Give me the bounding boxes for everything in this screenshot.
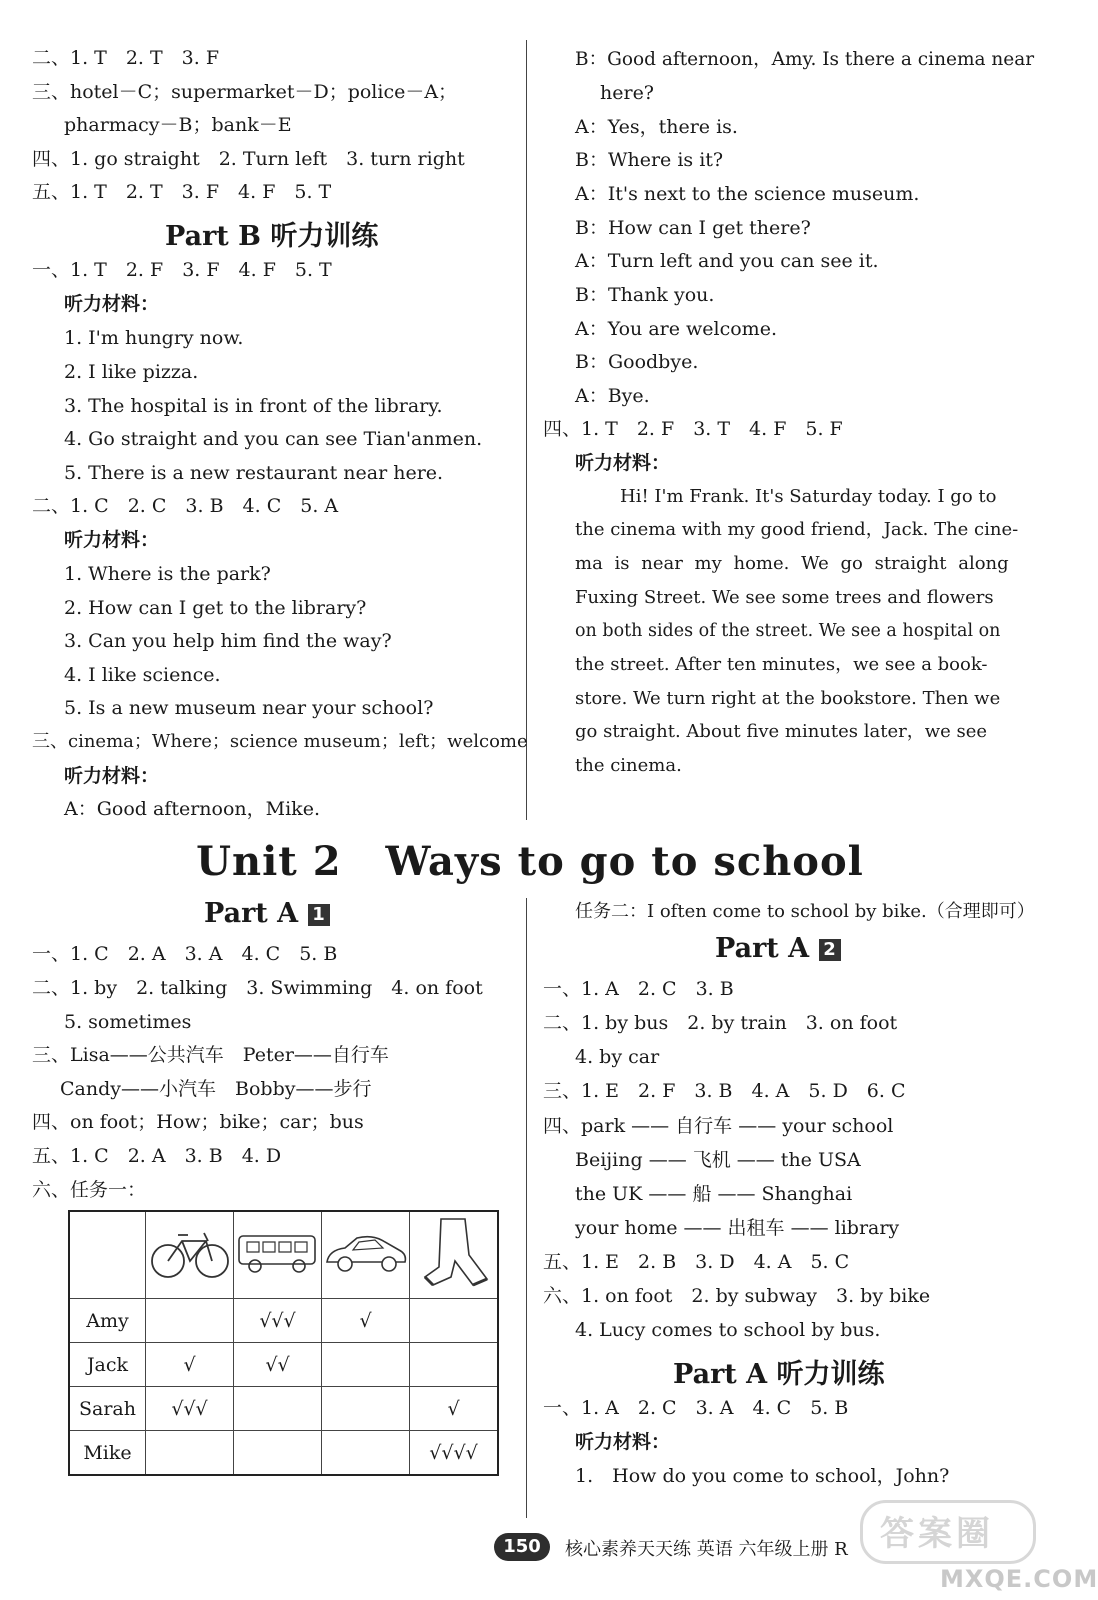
script-line: A：Good afternoon，Mike. xyxy=(64,798,320,820)
check-cell xyxy=(146,1299,234,1343)
answer-line: 二、1. T 2. T 3. F xyxy=(32,47,220,69)
answer-line: the UK —— 船 —— Shanghai xyxy=(575,1183,853,1205)
check-cell: √ xyxy=(410,1387,499,1431)
answer-line: 二、1. by bus 2. by train 3. on foot xyxy=(543,1012,898,1034)
student-name: Sarah xyxy=(69,1387,146,1431)
table-corner-cell xyxy=(69,1211,146,1299)
answer-line: pharmacy－B；bank－E xyxy=(64,114,292,136)
section-title-partA-listening: Part A 听力训练 xyxy=(673,1359,885,1390)
script-line: A：Turn left and you can see it. xyxy=(575,250,879,272)
script-line: 1. I'm hungry now. xyxy=(64,327,244,349)
script-line: 3. Can you help him find the way? xyxy=(64,630,392,652)
page-number: 150 xyxy=(494,1533,550,1561)
answer-line: 三、hotel－C；supermarket－D；police－A； xyxy=(32,81,458,103)
check-cell xyxy=(234,1387,322,1431)
section-title-partA2 xyxy=(715,933,841,964)
script-line: B：Goodbye. xyxy=(575,351,699,373)
passage-line: the cinema. xyxy=(575,755,682,776)
table-row xyxy=(69,1343,498,1387)
unit-title: Ways to go to school xyxy=(385,838,864,885)
script-line: 2. I like pizza. xyxy=(64,361,199,383)
table-row xyxy=(69,1431,498,1476)
answer-line: 四、1. T 2. F 3. T 4. F 5. F xyxy=(543,418,843,440)
script-line: A：Bye. xyxy=(575,385,650,407)
transport-survey-table xyxy=(68,1210,499,1476)
answer-line: 四、park —— 自行车 —— your school xyxy=(543,1115,894,1137)
answer-line: 三、cinema；Where；science museum；left；welcome xyxy=(32,731,528,752)
script-line: here? xyxy=(600,82,654,104)
section-number-badge: 2 xyxy=(819,939,841,961)
check-cell xyxy=(410,1343,499,1387)
answer-line: 六、1. on foot 2. by subway 3. by bike xyxy=(543,1285,931,1307)
answer-line: 一、1. T 2. F 3. F 4. F 5. T xyxy=(32,259,332,281)
watermark-logo-text: 答案圈 xyxy=(880,1514,994,1554)
answer-line: 一、1. A 2. C 3. B xyxy=(543,978,734,1000)
answer-line: 一、1. A 2. C 3. A 4. C 5. B xyxy=(543,1397,849,1419)
student-name: Jack xyxy=(69,1343,146,1387)
answer-line: 六、任务一： xyxy=(32,1179,147,1201)
answer-line: 五、1. C 2. A 3. B 4. D xyxy=(32,1145,282,1167)
section-title-partB: Part B 听力训练 xyxy=(165,221,379,252)
check-cell xyxy=(322,1343,410,1387)
passage-line: ma is near my home. We go straight along xyxy=(575,553,1009,574)
answer-line: 五、1. E 2. B 3. D 4. A 5. C xyxy=(543,1251,850,1273)
answer-line: 三、Lisa——公共汽车 Peter——自行车 xyxy=(32,1044,389,1066)
script-line: 1. How do you come to school，John? xyxy=(575,1465,950,1487)
listening-label: 听力材料： xyxy=(64,765,160,787)
check-cell: √ xyxy=(322,1299,410,1343)
passage-line: on both sides of the street. We see a hospital on xyxy=(575,621,1001,641)
check-cell xyxy=(410,1299,499,1343)
script-line: 4. I like science. xyxy=(64,664,221,686)
script-line: 3. The hospital is in front of the library. xyxy=(64,395,443,417)
script-line: 5. Is a new museum near your school? xyxy=(64,697,434,719)
check-cell xyxy=(146,1431,234,1476)
passage-line: the cinema with my good friend，Jack. The cine- xyxy=(575,519,1019,540)
section-title-partA1 xyxy=(204,898,330,929)
section-title-text: Part A xyxy=(715,933,810,964)
answer-line: 一、1. C 2. A 3. A 4. C 5. B xyxy=(32,943,338,965)
table-row xyxy=(69,1387,498,1431)
table-row xyxy=(69,1299,498,1343)
car-icon xyxy=(322,1211,410,1299)
passage-line: the street. After ten minutes，we see a book- xyxy=(575,654,988,675)
section-number-badge: 1 xyxy=(308,904,330,926)
answer-line: Candy——小汽车 Bobby——步行 xyxy=(60,1078,372,1100)
listening-label: 听力材料： xyxy=(64,293,160,315)
table-header-row xyxy=(69,1211,498,1299)
script-line: A：You are welcome. xyxy=(575,318,777,340)
student-name: Mike xyxy=(69,1431,146,1476)
answer-line: 任务二：I often come to school by bike.（合理即可） xyxy=(575,901,1035,922)
answer-line: Beijing —— 飞机 —— the USA xyxy=(575,1149,861,1171)
answer-line: 4. by car xyxy=(575,1046,660,1068)
script-line: 5. There is a new restaurant near here. xyxy=(64,462,444,484)
watermark-text: MXQE.COM xyxy=(940,1565,1098,1593)
script-line: B：Thank you. xyxy=(575,284,715,306)
listening-label: 听力材料： xyxy=(575,452,671,474)
answer-line: your home —— 出租车 —— library xyxy=(575,1217,900,1239)
answer-line: 三、1. E 2. F 3. B 4. A 5. D 6. C xyxy=(543,1080,906,1102)
script-line: A：Yes，there is. xyxy=(575,116,738,138)
column-divider-bottom xyxy=(526,898,527,1518)
passage-line: go straight. About five minutes later，we see xyxy=(575,721,988,742)
check-cell: √ xyxy=(146,1343,234,1387)
answer-line: 5. sometimes xyxy=(64,1011,192,1033)
check-cell: √√√√ xyxy=(410,1431,499,1476)
passage-line: Hi! I'm Frank. It's Saturday today. I go to xyxy=(620,486,997,507)
section-title-text: Part A xyxy=(204,898,299,929)
answer-line: 二、1. C 2. C 3. B 4. C 5. A xyxy=(32,495,339,517)
answer-line: 二、1. by 2. talking 3. Swimming 4. on foot xyxy=(32,977,483,999)
script-line: 4. Go straight and you can see Tian'anmen. xyxy=(64,428,483,450)
check-cell: √√√ xyxy=(234,1299,322,1343)
check-cell xyxy=(234,1431,322,1476)
passage-line: store. We turn right at the bookstore. Then we xyxy=(575,688,1001,709)
unit-label: Unit 2 xyxy=(196,838,342,885)
script-line: A：It's next to the science museum. xyxy=(575,183,920,205)
check-cell xyxy=(322,1387,410,1431)
listening-label: 听力材料： xyxy=(575,1431,671,1453)
script-line: B：Where is it? xyxy=(575,149,724,171)
script-line: 2. How can I get to the library? xyxy=(64,597,367,619)
walk-icon xyxy=(410,1211,499,1299)
unit-heading xyxy=(0,838,1060,885)
answer-line: 4. Lucy comes to school by bus. xyxy=(575,1319,881,1341)
listening-label: 听力材料： xyxy=(64,529,160,551)
check-cell: √√√ xyxy=(146,1387,234,1431)
answer-line: 四、on foot；How；bike；car；bus xyxy=(32,1111,364,1133)
bike-icon xyxy=(146,1211,234,1299)
script-line: 1. Where is the park? xyxy=(64,563,271,585)
passage-line: Fuxing Street. We see some trees and flowers xyxy=(575,587,994,608)
student-name: Amy xyxy=(69,1299,146,1343)
footer-book-title: 核心素养天天练 英语 六年级上册 R xyxy=(565,1539,848,1560)
column-divider-top xyxy=(526,40,527,820)
check-cell: √√ xyxy=(234,1343,322,1387)
check-cell xyxy=(322,1431,410,1476)
bus-icon xyxy=(234,1211,322,1299)
script-line: B：Good afternoon，Amy. Is there a cinema near xyxy=(575,49,1035,70)
answer-line: 四、1. go straight 2. Turn left 3. turn right xyxy=(32,148,465,170)
answer-line: 五、1. T 2. T 3. F 4. F 5. T xyxy=(32,181,332,203)
script-line: B：How can I get there? xyxy=(575,217,811,239)
